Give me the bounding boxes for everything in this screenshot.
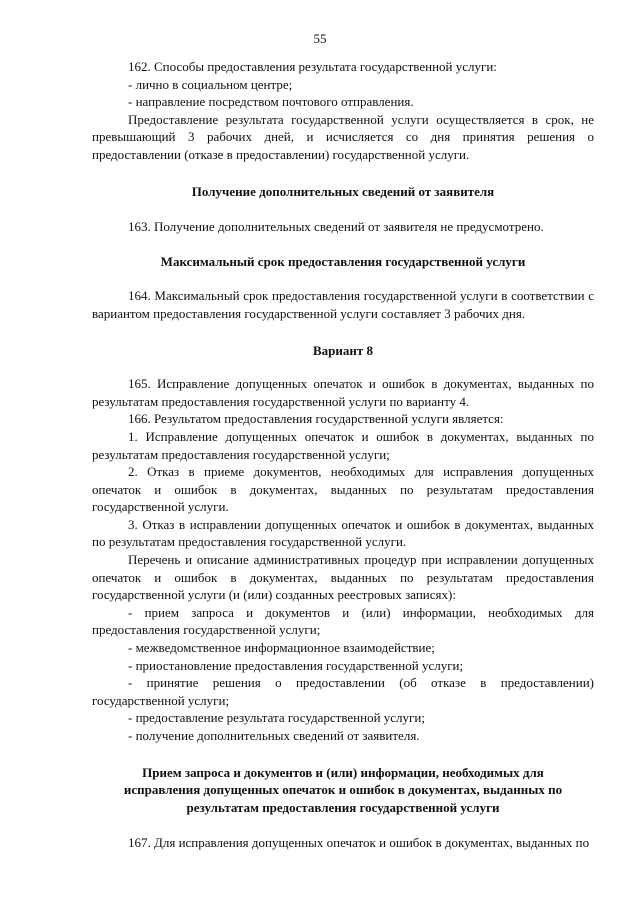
paragraph-procedures: Перечень и описание административных процедур при исправлении допущенных опечаток и ошибок в документах, выданных по результатам предоставления государственной услуги (и (или) созданных реестровых записях): xyxy=(92,552,594,603)
list-item-by-mail: - направление посредством почтового отправления. xyxy=(128,94,414,110)
paragraph-164: 164. Максимальный срок предоставления государственной услуги в соответствии с вариантом предоставления государственной услуги составляет 3 рабочих дня. xyxy=(92,288,594,321)
heading-variant-8: Вариант 8 xyxy=(312,342,374,358)
result-item-2: 2. Отказ в приеме документов, необходимых для исправления допущенных опечаток и ошибок в документах, выданных по результатам предоставления государственной услуги. xyxy=(92,464,594,515)
paragraph-163: 163. Получение дополнительных сведений от заявителя не предусмотрено. xyxy=(128,219,544,235)
procedure-item-result: - предоставление результата государственной услуги; xyxy=(128,710,425,726)
list-item-in-person: - лично в социальном центре; xyxy=(128,76,293,92)
heading-max-term: Максимальный срок предоставления государственной услуги xyxy=(160,253,526,269)
paragraph-165: 165. Исправление допущенных опечаток и ошибок в документах, выданных по результатам предоставления государственной услуги по варианту 4. xyxy=(92,376,594,409)
procedure-item-request: - прием запроса и документов и (или) информации, необходимых для предоставления государственной услуги; xyxy=(92,604,594,638)
heading-request-documents: Прием запроса и документов и (или) информации, необходимых для исправления допущенных опечаток и ошибок в документах, выданных по результатам предоставления государственной услуги xyxy=(123,764,563,815)
paragraph-166: 166. Результатом предоставления государственной услуги является: xyxy=(128,411,504,427)
page-content xyxy=(92,58,594,852)
paragraph-result-term: Предоставление результата государственной услуги осуществляется в срок, не превышающий 3 рабочих дней, и исчисляется со дня принятия решения о предоставлении (отказе в предоставлении) государственной услуги. xyxy=(92,111,594,162)
procedure-item-decision: - принятие решения о предоставлении (об отказе в предоставлении) государственной услуги; xyxy=(92,675,594,708)
procedure-item-suspension: - приостановление предоставления государственной услуги; xyxy=(128,657,464,673)
paragraph-167: 167. Для исправления допущенных опечаток и ошибок в документах, выданных по xyxy=(128,835,590,851)
page-number: 55 xyxy=(313,31,327,46)
heading-additional-info: Получение дополнительных сведений от заявителя xyxy=(191,183,495,199)
result-item-1: 1. Исправление допущенных опечаток и ошибок в документах, выданных по результатам предоставления государственной услуги; xyxy=(92,428,594,462)
paragraph-162: 162. Способы предоставления результата государственной услуги: xyxy=(128,59,497,74)
procedure-item-interaction: - межведомственное информационное взаимодействие; xyxy=(128,640,435,656)
procedure-item-additional-info: - получение дополнительных сведений от заявителя. xyxy=(128,728,420,743)
result-item-3: 3. Отказ в исправлении допущенных опечаток и ошибок в документах, выданных по результатам предоставления государственной услуги. xyxy=(92,516,594,550)
